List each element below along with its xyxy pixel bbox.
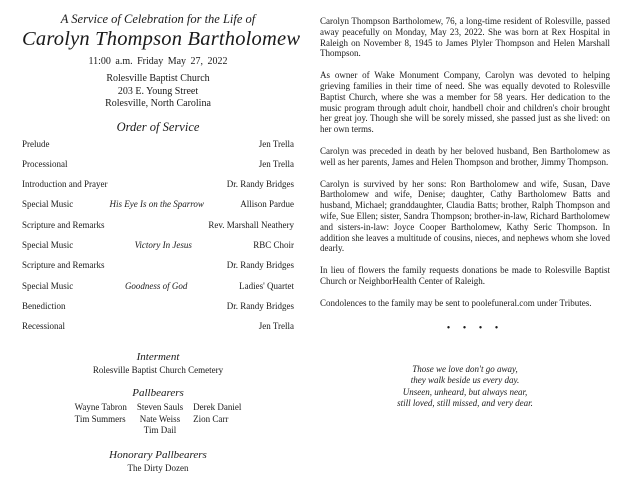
service-item-song: Goodness of God [124,280,188,291]
obituary-paragraph: Condolences to the family may be sent to poolefuneral.com under Tributes. [320,297,592,308]
service-item [22,240,294,260]
service-item-song: His Eye Is on the Sparrow [109,199,204,210]
honorary-pallbearers-title: Honorary Pallbearers [109,448,207,461]
service-item-label: Scripture and Remarks [22,219,105,230]
church-address [22,73,294,111]
pallbearer-name: Tim Dail [143,425,177,436]
service-item-label: Scripture and Remarks [22,260,105,271]
service-item [22,301,294,321]
poem-line: they walk beside us every day. [410,375,520,386]
service-item-person: Jen Trella [258,158,294,169]
order-of-service-list [22,139,294,342]
service-item-person: Dr. Randy Bridges [226,300,294,311]
poem-line: Those we love don't go away, [412,363,518,374]
pallbearers-title: Pallbearers [132,387,184,400]
service-item-song: Victory In Jesus [134,239,192,250]
poem-line: Unseen, unheard, but always near, [402,386,528,397]
obituary-paragraph: In lieu of flowers the family requests donations be made to Rolesville Baptist Church or NeighborHealth Center of Raleigh. [320,265,610,286]
section-divider: • • • • [446,322,504,334]
service-item-label: Introduction and Prayer [22,179,108,190]
service-item-person: RBC Choir [253,239,294,250]
obituary-paragraph: Carolyn was preceded in death by her beloved husband, Ben Bartholomew as well as her parents, James and Helen Thompson and brother, Jimmy Thompson. [320,145,610,167]
service-item-person: Jen Trella [258,321,294,332]
pallbearer-name: Derek Daniel [193,402,242,413]
memorial-poem [320,364,610,410]
interment-place: Rolesville Baptist Church Cemetery [92,365,224,376]
pallbearer-name: Steven Sauls [136,402,184,413]
service-item-label: Special Music [22,239,74,250]
church-city: Rolesville, North Carolina [105,98,211,109]
pallbearers-list [22,402,294,437]
service-item [22,281,294,301]
obituary [320,16,610,309]
order-of-service-title: Order of Service [116,119,200,134]
church-street: 203 E. Young Street [117,85,199,97]
service-item-person: Ladies' Quartet [239,280,294,291]
service-item-person: Jen Trella [258,138,294,149]
church-name: Rolesville Baptist Church [106,73,210,84]
service-intro: A Service of Celebration for the Life of [60,12,256,26]
obituary-paragraph: As owner of Wake Monument Company, Carolyn was devoted to helping grieving families in their time of need. She was equally devoted to Rolesville Baptist Church, where she was a member for 58 years. Her dedication to the music program through adult choir, handbell choir and children's choir brought her great joy. Though she will be sorely missed, she passed just as she lived: on her own terms. [320,70,610,135]
deceased-name: Carolyn Thompson Bartholomew [22,28,301,50]
pallbearer-name: Tim Summers [74,413,126,424]
pallbearer-name: Nate Weiss [139,413,181,424]
interment-title: Interment [136,351,180,364]
pallbearer-name: Wayne Tabron [74,402,127,413]
honorary-pallbearers-names: The Dirty Dozen [127,462,189,473]
left-column [22,12,301,473]
service-item [22,220,294,240]
service-item [22,321,294,341]
poem-line: still loved, still missed, and very dear. [397,398,533,409]
obituary-paragraph: Carolyn Thompson Bartholomew, 76, a long-time resident of Rolesville, passed away peacefully on Monday, May 23, 2022. She was born at Rex Hospital in Raleigh on November 8, 1945 to James Plyler Thompson and Helen Marshall Thompson. [320,16,610,59]
right-column [320,16,610,410]
service-item-label: Prelude [22,138,50,149]
service-item-person: Allison Pardue [240,199,294,210]
service-item-label: Benediction [22,300,66,311]
pallbearers-column-1 [75,402,127,437]
service-item-label: Processional [22,158,68,169]
pallbearer-name: Zion Carr [193,413,229,424]
service-item [22,260,294,280]
pallbearers-column-3 [193,402,241,437]
service-item [22,159,294,179]
service-item-person: Dr. Randy Bridges [226,179,294,190]
service-item [22,139,294,159]
service-item [22,179,294,199]
pallbearers-column-2 [137,402,183,437]
service-time: 11:00 a.m. Friday May 27, 2022 [88,56,228,67]
service-item [22,199,294,219]
service-item-label: Special Music [22,280,74,291]
obituary-paragraph: Carolyn is survived by her sons: Ron Bartholomew and wife, Susan, Dave Bartholomew and wife, Denise; daughter, Cathy Bartholomew Batts and husband, Michael; granddaughter, Claudia Batts; brother, Ralph Thompson and wife, Sue Ellen; sister, Sandra Thompson; brother-in-law, Richard Bartholomew and sisters-in-law: Joyce Cooper Bartholomew, Kathy Seric Thompson. In addition she leaves a multitude of cousins, nieces, and nephews whom she loved dearly. [320,178,610,254]
service-item-person: Rev. Marshall Neathery [208,219,294,230]
service-item-label: Special Music [22,199,74,210]
service-item-label: Recessional [22,321,65,332]
service-item-person: Dr. Randy Bridges [226,260,294,271]
